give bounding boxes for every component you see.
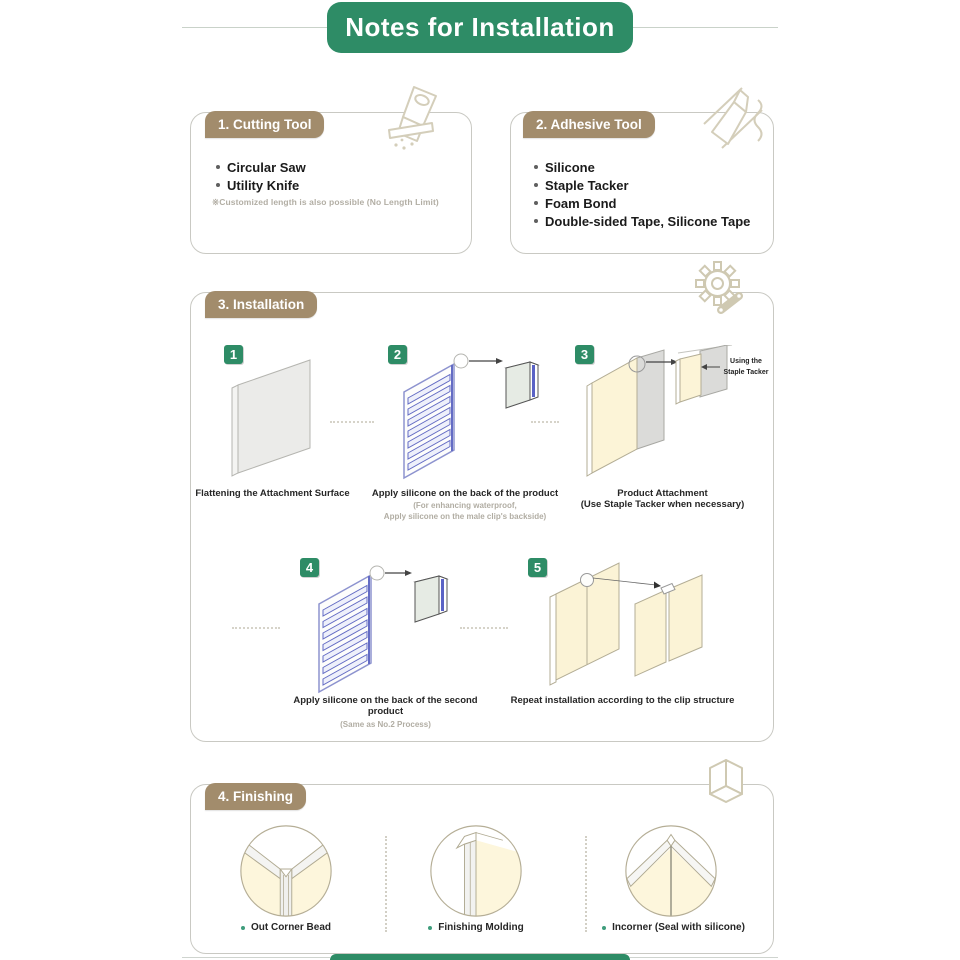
cutting-tool-note: ※Customized length is also possible (No Length Limit) (212, 197, 439, 207)
list-item (534, 194, 750, 212)
dashed-divider (585, 836, 587, 932)
step5-caption (505, 695, 740, 706)
step-badge-2: 2 (388, 345, 407, 364)
caption-subtext: Apply silicone on the male clip's backside) (383, 512, 547, 522)
dotted-separator (330, 421, 374, 423)
finishing-label: 4. Finishing (205, 783, 306, 810)
step4-caption (283, 695, 488, 731)
step3-annotation (722, 356, 770, 378)
step-badge-1: 1 (224, 345, 243, 364)
caption-text: Flattening the Attachment Surface (195, 488, 350, 499)
step2-diagram (392, 352, 544, 484)
bullet-icon (602, 926, 606, 930)
list-item-label: Double-sided Tape, Silicone Tape (545, 213, 751, 229)
bullet-icon (216, 165, 220, 169)
caption-text: (Use Staple Tacker when necessary) (580, 499, 745, 511)
list-item (534, 158, 750, 176)
adhesive-tool-list (534, 158, 750, 230)
bullet-icon (534, 219, 538, 223)
next-section-header-clipped (330, 954, 630, 960)
finishing-caption-2 (406, 922, 546, 933)
step-badge-3: 3 (575, 345, 594, 364)
utility-knife-icon (372, 84, 464, 160)
step5-diagram (542, 556, 742, 696)
list-item (216, 176, 306, 194)
incorner-diagram (623, 823, 719, 919)
step-badge-5: 5 (528, 558, 547, 577)
installation-label: 3. Installation (205, 291, 317, 318)
list-item-label: Staple Tacker (545, 177, 629, 193)
gear-wrench-icon (694, 260, 756, 322)
bullet-icon (428, 926, 432, 930)
step2-caption (370, 488, 560, 523)
finishing-caption-1 (216, 922, 356, 933)
caption-text: Product Attachment (617, 488, 708, 499)
dotted-separator (460, 627, 508, 629)
annotation-line: Staple Tacker (723, 369, 769, 377)
step1-caption (190, 488, 355, 499)
header-rule-left (182, 27, 327, 28)
bullet-icon (216, 183, 220, 187)
bullet-icon (534, 201, 538, 205)
dashed-divider (385, 836, 387, 932)
finishing-caption-3 (586, 922, 761, 933)
list-item (216, 158, 306, 176)
step3-caption (565, 488, 760, 511)
list-item-label: Circular Saw (227, 159, 306, 175)
caption-text: Finishing Molding (438, 922, 524, 933)
step-badge-4: 4 (300, 558, 319, 577)
out-corner-bead-diagram (238, 823, 334, 919)
header-rule-right (633, 27, 778, 28)
list-item (534, 212, 750, 230)
finishing-molding-diagram (428, 823, 524, 919)
caption-subtext: (For enhancing waterproof, (413, 501, 517, 511)
page-title: Notes for Installation (327, 2, 633, 53)
dotted-separator (232, 627, 280, 629)
list-item (534, 176, 750, 194)
footer-rule-left (182, 957, 330, 958)
bullet-icon (241, 926, 245, 930)
list-item-label: Foam Bond (545, 195, 617, 211)
annotation-line: Using the (730, 358, 762, 365)
step1-diagram (228, 352, 323, 480)
corner-bead-icon (700, 756, 756, 808)
caption-text: Incorner (Seal with silicone) (612, 922, 745, 933)
list-item-label: Silicone (545, 159, 595, 175)
caption-text: Repeat installation according to the clip structure (510, 695, 735, 706)
caption-text: Apply silicone on the back of the second product (293, 695, 478, 718)
footer-rule-right (630, 957, 778, 958)
bullet-icon (534, 165, 538, 169)
caption-text: Apply silicone on the back of the product (371, 488, 559, 499)
adhesive-tool-label: 2. Adhesive Tool (523, 111, 655, 138)
cutting-tool-label: 1. Cutting Tool (205, 111, 324, 138)
caption-subtext: (Same as No.2 Process) (340, 719, 431, 729)
cutting-tool-list (216, 158, 306, 194)
caption-text: Out Corner Bead (250, 922, 331, 933)
dotted-separator (531, 421, 559, 423)
bullet-icon (534, 183, 538, 187)
step4-diagram (305, 560, 457, 700)
silicone-gun-icon (700, 86, 776, 152)
list-item-label: Utility Knife (227, 177, 300, 193)
